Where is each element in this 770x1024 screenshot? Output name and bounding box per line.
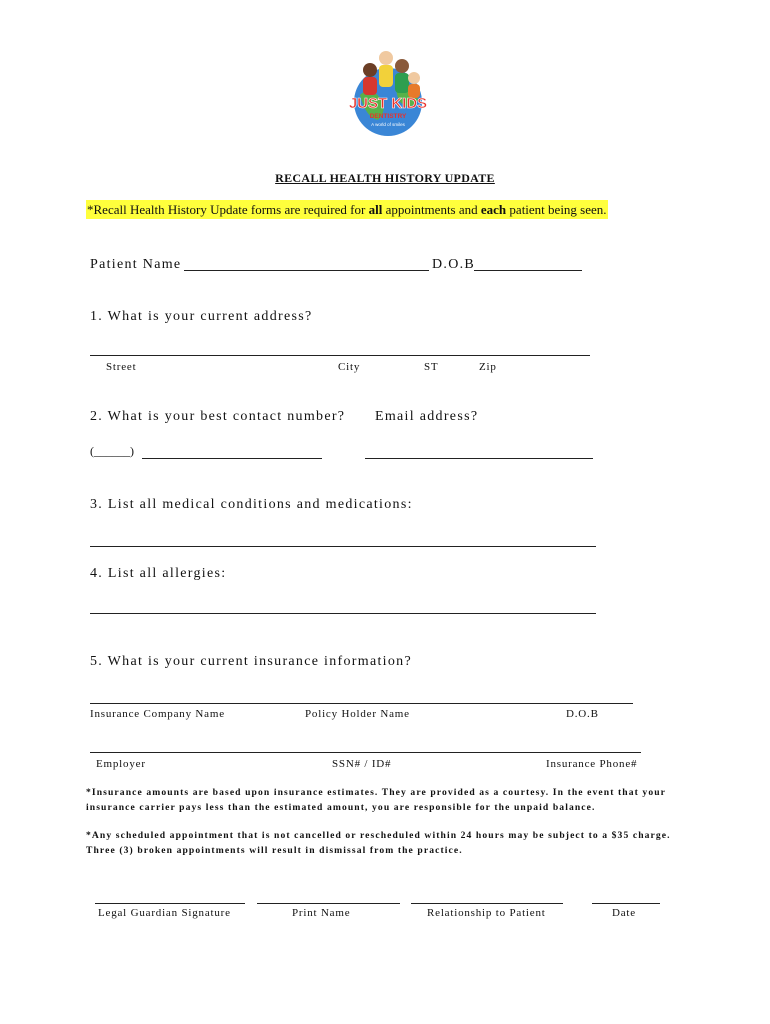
state-label: ST [424, 361, 439, 373]
address-field[interactable] [90, 355, 590, 356]
employer-field[interactable] [90, 752, 641, 753]
dob-field[interactable] [474, 270, 582, 271]
relationship-label: Relationship to Patient [427, 907, 546, 919]
notice-suffix: patient being seen. [506, 202, 607, 217]
ssn-label: SSN# / ID# [332, 758, 392, 770]
print-name-field[interactable] [257, 903, 400, 904]
relationship-field[interactable] [411, 903, 563, 904]
cancellation-note-line2: Three (3) broken appointments will result in dismissal from the practice. [86, 845, 463, 856]
insurance-company-field[interactable] [90, 703, 633, 704]
notice-bold-all: all [368, 202, 383, 217]
logo-brand-line2: DENTISTRY [369, 113, 407, 120]
city-label: City [338, 361, 361, 373]
logo-brand-line1: JUST KIDS [348, 95, 428, 112]
question-contact-number: 2. What is your best contact number? [90, 409, 346, 424]
employer-label: Employer [96, 758, 146, 770]
just-kids-logo [340, 40, 436, 140]
patient-name-field[interactable] [184, 270, 429, 271]
question-medical-conditions: 3. List all medical conditions and medications: [90, 497, 413, 512]
insurance-phone-label: Insurance Phone# [546, 758, 638, 770]
page-title: RECALL HEALTH HISTORY UPDATE [275, 171, 495, 185]
date-field[interactable] [592, 903, 660, 904]
insurance-note-line2: insurance carrier pays less than the estimated amount, you are responsible for the unpaid balance. [86, 802, 596, 813]
insurance-dob-label: D.O.B [566, 708, 599, 720]
patient-name-label: Patient Name [90, 257, 182, 272]
phone-field[interactable] [142, 458, 322, 459]
zip-label: Zip [479, 361, 497, 373]
policy-holder-label: Policy Holder Name [305, 708, 410, 720]
phone-area-code: (______) [90, 444, 134, 458]
notice-prefix: *Recall Health History Update forms are required for [87, 202, 369, 217]
date-label: Date [612, 907, 636, 919]
email-field[interactable] [365, 458, 593, 459]
guardian-signature-label: Legal Guardian Signature [98, 907, 231, 919]
notice-bold-each: each [480, 202, 507, 217]
street-label: Street [106, 361, 137, 373]
print-name-label: Print Name [292, 907, 351, 919]
logo-tagline: A world of smiles [371, 122, 405, 127]
question-insurance: 5. What is your current insurance information? [90, 654, 412, 669]
insurance-company-label: Insurance Company Name [90, 708, 225, 720]
notice-middle: appointments and [382, 202, 481, 217]
insurance-note-line1: *Insurance amounts are based upon insurance estimates. They are provided as a courtesy. In the event that your [86, 787, 667, 798]
notice-text [86, 202, 608, 218]
guardian-signature-field[interactable] [95, 903, 245, 904]
cancellation-note-line1: *Any scheduled appointment that is not cancelled or rescheduled within 24 hours may be subject to a $35 charge. [86, 830, 671, 841]
medical-conditions-field[interactable] [90, 546, 596, 547]
question-allergies: 4. List all allergies: [90, 566, 227, 581]
dob-label: D.O.B [432, 257, 476, 272]
question-address: 1. What is your current address? [90, 309, 313, 324]
allergies-field[interactable] [90, 613, 596, 614]
email-label: Email address? [375, 409, 479, 424]
